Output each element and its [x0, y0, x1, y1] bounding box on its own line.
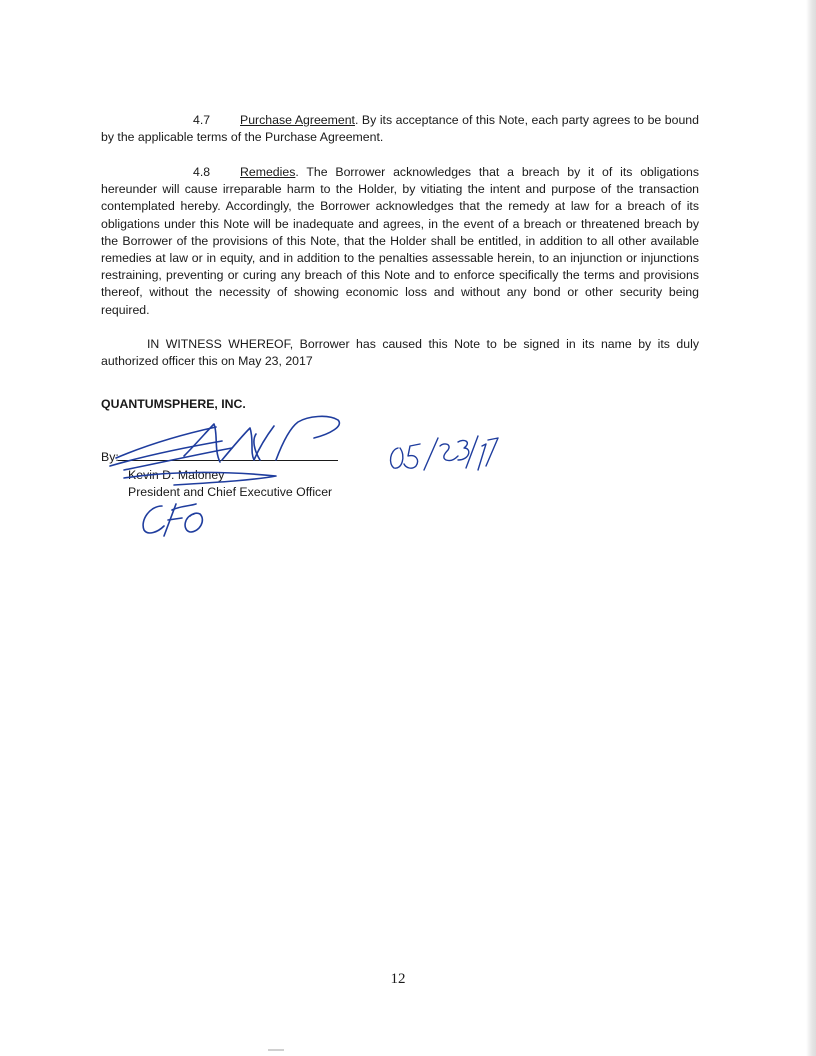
section-4-8 [101, 164, 699, 319]
section-heading: Remedies [240, 165, 296, 179]
by-label: By: [101, 450, 119, 464]
handwritten-cfo-note [138, 498, 213, 540]
handwritten-signature [104, 410, 349, 490]
witness-clause: IN WITNESS WHEREOF, Borrower has caused this Note to be signed in its name by its duly authorized officer this on May 23, 2017 [101, 337, 699, 369]
page-edge-shadow [806, 0, 816, 1056]
handwritten-date [386, 430, 501, 474]
section-number: 4.7 [193, 113, 211, 127]
section-heading: Purchase Agreement [240, 113, 355, 127]
section-body: . The Borrower acknowledges that a breach by it of its obligations hereunder will cause irreparable harm to the Holder, by vitiating the intent and purpose of the transaction contemplated hereby. Accordingly, the Borrower acknowledges that the remedy at law for a breach of its obligations under this Note will be inadequate and agrees, in the event of a breach or threatened breach by the Borrower of the provisions of this Note, that the Holder shall be entitled, in addition to all other available remedies at law or in equity, and in addition to the penalties assessable herein, to an injunction or injunctions restraining, preventing or curing any breach of this Note and to enforce specifically the terms and provisions thereof, without the necessity of showing economic loss and without any bond or other security being required. [101, 165, 699, 317]
signer-name: Kevin D. Maloney [128, 468, 225, 482]
signer-title: President and Chief Executive Officer [128, 485, 333, 499]
scan-mark [268, 1049, 284, 1051]
section-body: . By its acceptance of this Note, each party agrees to be bound by the applicable terms of the Purchase Agreement. [101, 113, 699, 145]
section-4-7 [101, 112, 699, 146]
page-number: 12 [390, 971, 406, 987]
company-name: QUANTUMSPHERE, INC. [101, 397, 246, 411]
section-number: 4.8 [193, 165, 211, 179]
